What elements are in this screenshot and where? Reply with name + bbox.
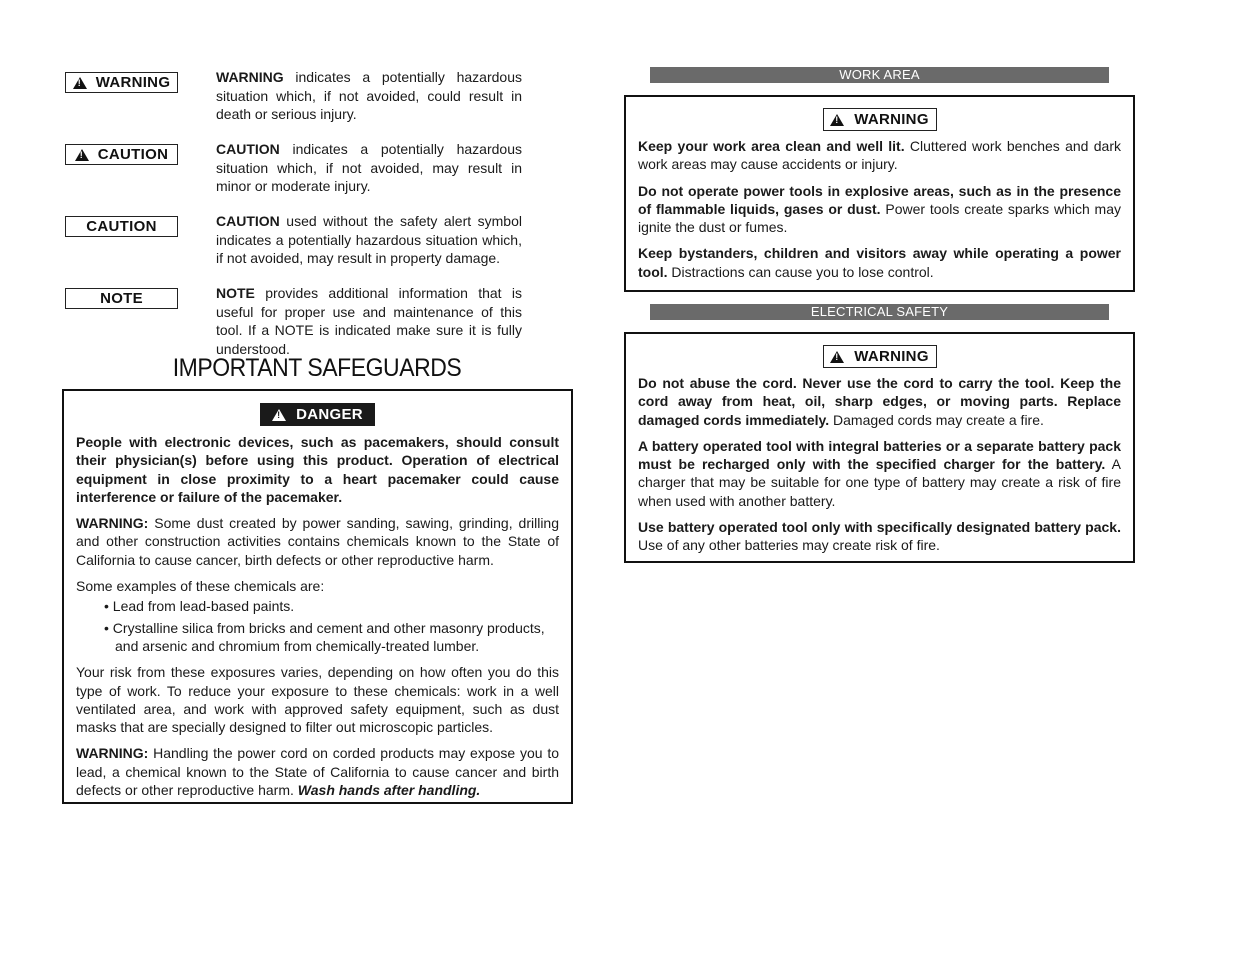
caution-plain-badge: [65, 216, 178, 237]
work-area-item: Keep your work area clean and well lit. Cluttered work benches and dark work areas may cause accidents or injury.: [638, 138, 1121, 173]
list-item: • Crystalline silica from bricks and cement and other masonry products, and arsenic and chromium from chemically-treated lumber.: [104, 619, 545, 654]
warning-signal: [823, 345, 937, 368]
alert-triangle-icon: [73, 77, 87, 89]
electrical-safety-header: ELECTRICAL SAFETY: [650, 304, 1109, 320]
alert-triangle-icon: [272, 409, 286, 421]
work-area-item: Keep bystanders, children and visitors away while operating a power tool. Distractions can cause you to lose control.: [638, 245, 1121, 280]
warning-signal: [823, 108, 937, 131]
electrical-item: A battery operated tool with integral batteries or a separate battery pack must be recharged only with the specified charger for the battery. A charger that may be suitable for one type of battery may create a risk of fire when used with another battery.: [638, 437, 1121, 509]
badge-label: WARNING: [95, 74, 171, 91]
pacemaker-paragraph: People with electronic devices, such as pacemakers, should consult their physician(s) before using this product. Operation of electrical equipment in close proximity to a heart pacemaker could cause interference or failure of the pacemaker.: [76, 434, 559, 505]
alert-triangle-icon: [830, 351, 844, 363]
legend-description: [216, 140, 522, 196]
legend-term: CAUTION: [216, 141, 280, 157]
signal-label: DANGER: [296, 406, 363, 423]
caution-badge: [65, 144, 178, 165]
legend-term: NOTE: [216, 285, 255, 301]
legend-description: [216, 68, 522, 124]
badge-label: CAUTION: [86, 218, 157, 235]
legend-body: provides additional information that is useful for proper use and maintenance of this tool. If a NOTE is indicated make sure it is fully understood.: [216, 285, 522, 357]
electrical-item: Use battery operated tool only with specifically designated battery pack. Use of any other batteries may create risk of fire.: [638, 519, 1121, 554]
dust-warning-paragraph: WARNING: Some dust created by power sanding, sawing, grinding, drilling and other construction activities contains chemicals known to the State of California to cause cancer, birth defects or other reproductive harm.: [76, 515, 559, 568]
electrical-item: Do not abuse the cord. Never use the cord to carry the tool. Keep the cord away from heat, oil, sharp edges, or moving parts. Replace damaged cords immediately. Damaged cords may create a fire.: [638, 375, 1121, 428]
note-badge: [65, 288, 178, 309]
work-area-item: Do not operate power tools in explosive areas, such as in the presence of flammable liquids, gases or dust. Power tools create sparks which may ignite the dust or fumes.: [638, 182, 1121, 236]
legend-description: [216, 212, 522, 268]
danger-box: [62, 389, 573, 804]
signal-label: WARNING: [854, 348, 929, 365]
legend-term: WARNING: [216, 69, 284, 85]
danger-signal: [260, 403, 375, 426]
warning-badge: [65, 72, 178, 93]
cord-warning-paragraph: WARNING: Handling the power cord on corded products may expose you to lead, a chemical known to the State of California to cause cancer and birth defects or other reproductive harm. Wash hands after handling.: [76, 745, 559, 799]
chemicals-list: [76, 597, 559, 655]
badge-label: CAUTION: [97, 146, 169, 163]
alert-triangle-icon: [75, 149, 89, 161]
electrical-safety-box: [624, 332, 1135, 563]
work-area-header: WORK AREA: [650, 67, 1109, 83]
list-item: • Lead from lead-based paints.: [104, 598, 295, 615]
legend-body: indicates a potentially hazardous situation which, if not avoided, may result in minor or moderate injury.: [216, 141, 522, 194]
chemicals-intro: Some examples of these chemicals are:: [76, 578, 325, 595]
signal-label: WARNING: [854, 111, 929, 128]
legend-description: [216, 284, 522, 358]
badge-label: NOTE: [100, 290, 143, 307]
page-title: IMPORTANT SAFEGUARDS: [172, 354, 462, 382]
exposure-paragraph: Your risk from these exposures varies, depending on how often you do this type of work. To reduce your exposure to these chemicals: work in a well ventilated area, and work with approved safety equipment, such as dust masks that are specially designed to filter out microscopic particles.: [76, 664, 559, 736]
legend-body: used without the safety alert symbol indicates a potentially hazardous situation which, if not avoided, may result in property damage.: [216, 213, 522, 266]
work-area-box: [624, 95, 1135, 292]
legend-term: CAUTION: [216, 213, 280, 229]
alert-triangle-icon: [830, 114, 844, 126]
legend-body: indicates a potentially hazardous situation which, if not avoided, could result in death or serious injury.: [216, 69, 522, 122]
